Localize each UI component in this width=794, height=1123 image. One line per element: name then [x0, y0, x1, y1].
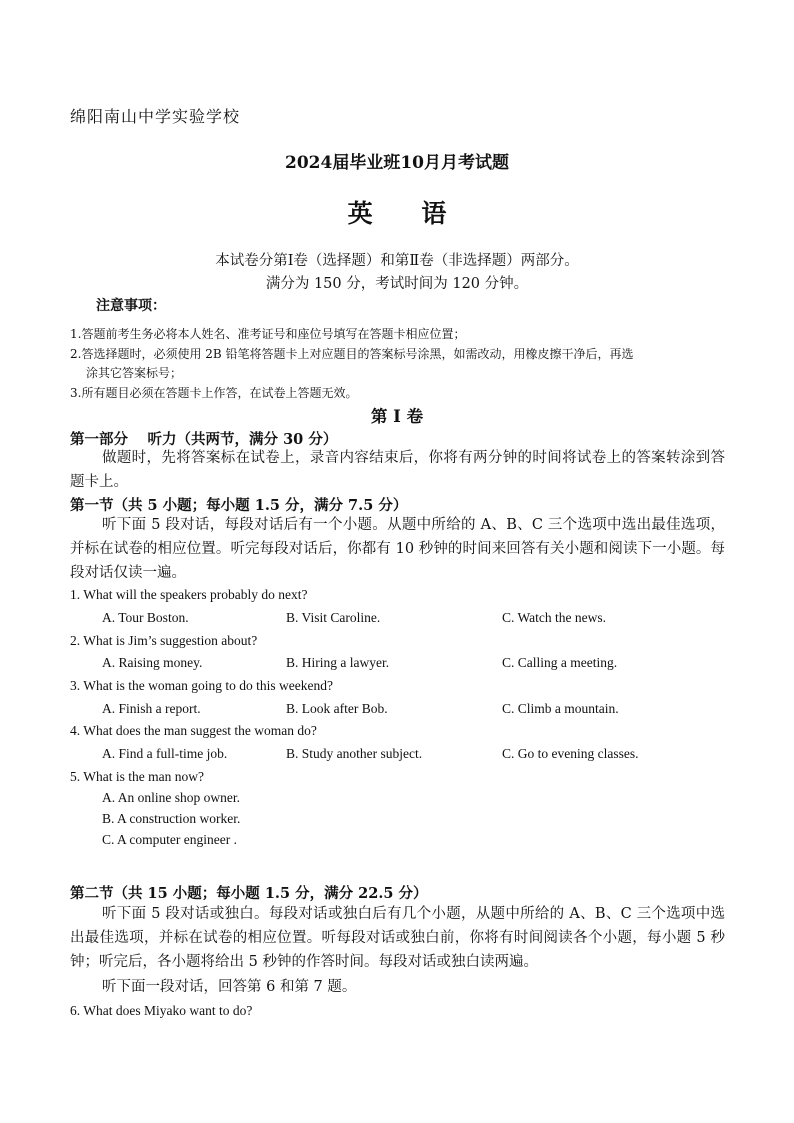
volume-title: 第 I 卷	[370, 407, 424, 426]
option-a: A. Raising money.	[102, 655, 203, 670]
intro-line-2: 满分为 150 分，考试时间为 120 分钟。	[265, 276, 529, 292]
part1-heading: 第一部分 听力（共两节，满分 30 分）	[70, 431, 338, 448]
notice-item-2-cont: 涂其它答案标号；	[86, 366, 183, 380]
exam-title: 2024届毕业班10月月考试题	[285, 153, 509, 173]
notice-item-2: 2.答选择题时，必须使用 2B 铅笔将答题卡上对应题目的答案标号涂黑，如需改动，用橡皮擦干净后，再选	[70, 347, 634, 361]
question-stem: 2. What is Jim’s suggestion about?	[70, 633, 258, 648]
subject-title: 英 语	[347, 199, 467, 228]
notice-item-1: 1.答题前考生务必将本人姓名、准考证号和座位号填写在答题卡相应位置；	[70, 327, 466, 341]
dialogue-intro: 听下面一段对话，回答第 6 和第 7 题。	[102, 979, 357, 995]
section2-instructions: 听下面 5 段对话或独白。每段对话或独白后有几个小题，从题中所给的 A、B、C 三个选项中选出最佳选项，并标在试卷的相应位置。听每段对话或独白前，你将有时间阅读各个小题，每小题 5 秒钟；听完后，各小题将给出 5 秒钟的作答时间。每段对话或独白读两遍。	[70, 906, 725, 970]
option-b: B. A construction worker.	[102, 811, 241, 826]
notice-heading: 注意事项：	[96, 298, 166, 314]
option-c: C. Go to evening classes.	[502, 746, 639, 761]
option-a: A. Tour Boston.	[102, 610, 189, 625]
option-c: C. Calling a meeting.	[502, 655, 618, 670]
question-stem: 1. What will the speakers probably do next?	[70, 587, 308, 602]
option-b: B. Look after Bob.	[286, 701, 388, 716]
option-b: B. Study another subject.	[286, 746, 423, 761]
question-stem: 6. What does Miyako want to do?	[70, 1003, 253, 1018]
intro-line-1: 本试卷分第Ⅰ卷（选择题）和第Ⅱ卷（非选择题）两部分。	[215, 253, 579, 269]
part1-instructions: 做题时，先将答案标在试卷上，录音内容结束后，你将有两分钟的时间将试卷上的答案转涂到答题卡上。	[70, 450, 725, 490]
school-name: 绵阳南山中学实验学校	[70, 107, 241, 126]
option-c: C. Climb a mountain.	[502, 701, 619, 716]
option-b: B. Hiring a lawyer.	[286, 655, 390, 670]
option-c: C. Watch the news.	[502, 610, 607, 625]
question-stem: 4. What does the man suggest the woman do?	[70, 723, 317, 738]
section1-instructions: 听下面 5 段对话，每段对话后有一个小题。从题中所给的 A、B、C 三个选项中选出最佳选项，并标在试卷的相应位置。听完每段对话后，你都有 10 秒钟的时间来回答有关小题和阅读下一小题。每段对话仅读一遍。	[70, 517, 725, 581]
option-a: A. Find a full-time job.	[102, 746, 228, 761]
option-a: A. Finish a report.	[102, 701, 201, 716]
question-stem: 5. What is the man now?	[70, 769, 204, 784]
option-a: A. An online shop owner.	[102, 790, 240, 805]
section2-heading: 第二节（共 15 小题；每小题 1.5 分，满分 22.5 分）	[70, 885, 428, 902]
option-b: B. Visit Caroline.	[286, 610, 381, 625]
notice-item-3: 3.所有题目必须在答题卡上作答，在试卷上答题无效。	[70, 386, 358, 400]
question-stem: 3. What is the woman going to do this weekend?	[70, 678, 333, 693]
section1-heading: 第一节（共 5 小题；每小题 1.5 分，满分 7.5 分）	[70, 497, 408, 514]
option-c: C. A computer engineer .	[102, 832, 237, 847]
